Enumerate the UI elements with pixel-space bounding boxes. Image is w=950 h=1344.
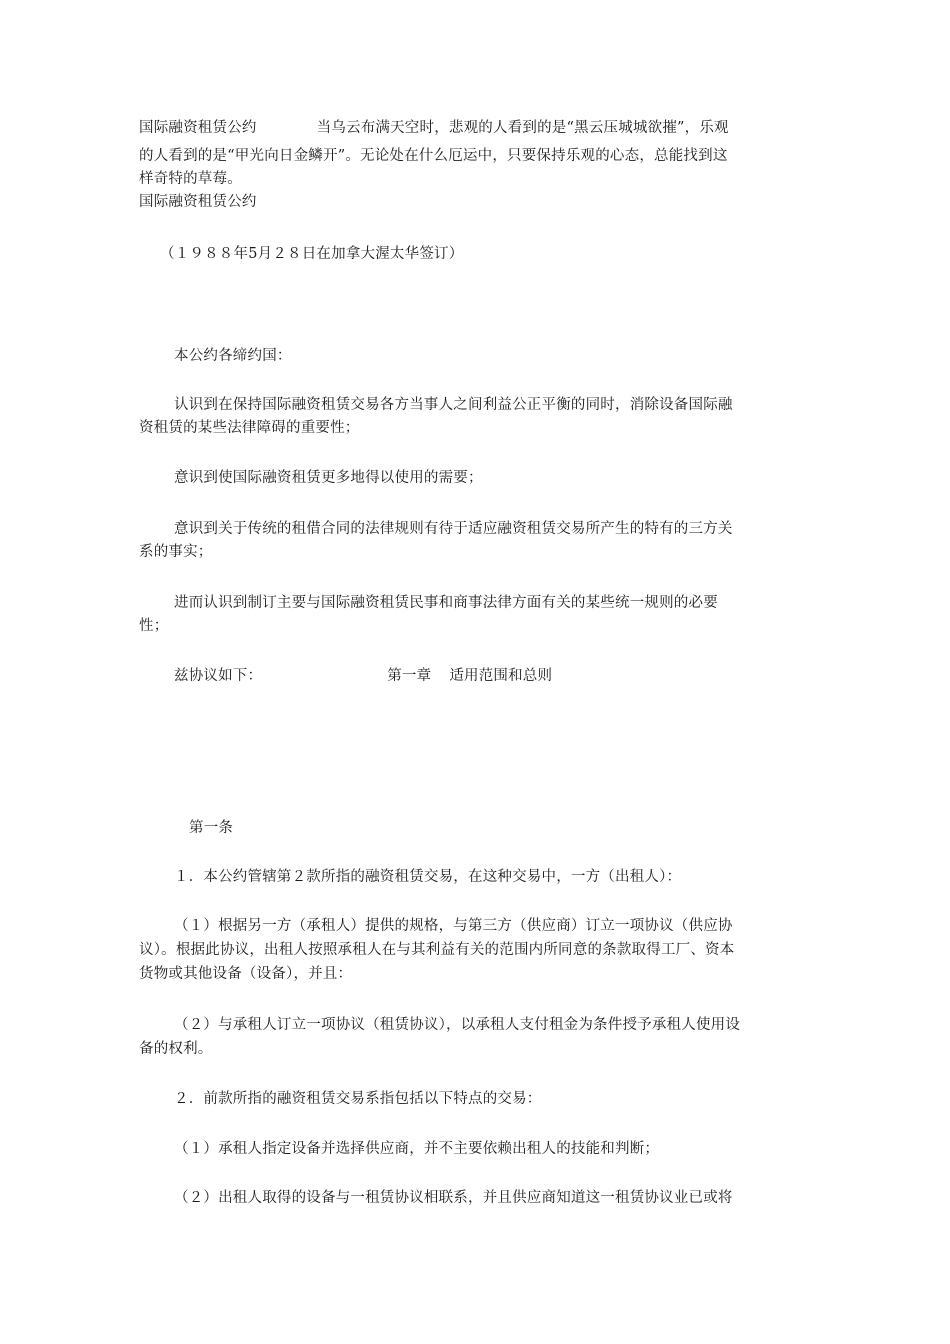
chapter-number: 第一章	[387, 668, 432, 684]
preamble-p4-line-1: 进而认识到制订主要与国际融资租赁民事和商事法律方面有关的某些统一规则的必要	[174, 595, 718, 611]
preamble-p4-line-2: 性；	[139, 618, 169, 634]
intro-line-3: 样奇特的草莓。	[139, 171, 242, 187]
preamble-p1-line-2: 资租赁的某些法律障碍的重要性；	[139, 420, 360, 436]
agreed-line	[174, 664, 854, 688]
chapter-title: 适用范围和总则	[449, 668, 553, 684]
article-1-heading: 第一条	[189, 820, 234, 836]
preamble-opening: 本公约各缔约国：	[174, 348, 292, 364]
article-1-item-1-line-1: （１）根据另一方（承租人）提供的规格，与第三方（供应商）订立一项协议（供应协	[174, 918, 733, 934]
document-title: 国际融资租赁公约	[139, 194, 257, 210]
preamble-p3-line-1: 意识到关于传统的租借合同的法律规则有待于适应融资租赁交易所产生的特有的三方关	[174, 521, 733, 537]
article-1-item-1-line-3: 货物或其他设备（设备），并且：	[139, 966, 353, 982]
intro-line-2: 的人看到的是“甲光向日金鳞开”。无论处在什么厄运中，只要保持乐观的心态，总能找到这	[139, 148, 728, 164]
article-1-feature-1: （１）承租人指定设备并选择供应商，并不主要依赖出租人的技能和判断；	[174, 1141, 660, 1157]
preamble-p3-line-2: 系的事实；	[139, 544, 213, 560]
intro-line-1-rest: 当乌云布满天空时，悲观的人看到的是“黑云压城城欲摧”，乐观	[316, 120, 729, 136]
article-1-feature-2: （２）出租人取得的设备与一租赁协议相联系，并且供应商知道这一租赁协议业已或将	[174, 1190, 733, 1206]
preamble-p2-line-1: 意识到使国际融资租赁更多地得以使用的需要；	[174, 470, 483, 486]
article-1-item-2-line-2: 备的权利。	[139, 1041, 213, 1057]
article-1-item-1-line-2: 议）。根据此协议，出租人按照承租人在与其利益有关的范围内所同意的条款取得工厂、资本	[139, 942, 735, 958]
signing-note: （１９８８年5月２８日在加拿大渥太华签订）	[160, 246, 464, 262]
intro-line-1	[139, 116, 819, 140]
article-1-item-2-line-1: （２）与承租人订立一项协议（租赁协议），以承租人支付租金为条件授予承租人使用设	[174, 1017, 741, 1033]
agreed-text: 兹协议如下：	[174, 668, 263, 684]
article-1-para-2: ２．前款所指的融资租赁交易系指包括以下特点的交易：	[174, 1091, 542, 1107]
intro-title-inline: 国际融资租赁公约	[139, 120, 257, 136]
preamble-p1-line-1: 认识到在保持国际融资租赁交易各方当事人之间利益公正平衡的同时，消除设备国际融	[174, 397, 733, 413]
article-1-para-1: １．本公约管辖第２款所指的融资租赁交易，在这种交易中，一方（出租人）：	[174, 869, 682, 885]
